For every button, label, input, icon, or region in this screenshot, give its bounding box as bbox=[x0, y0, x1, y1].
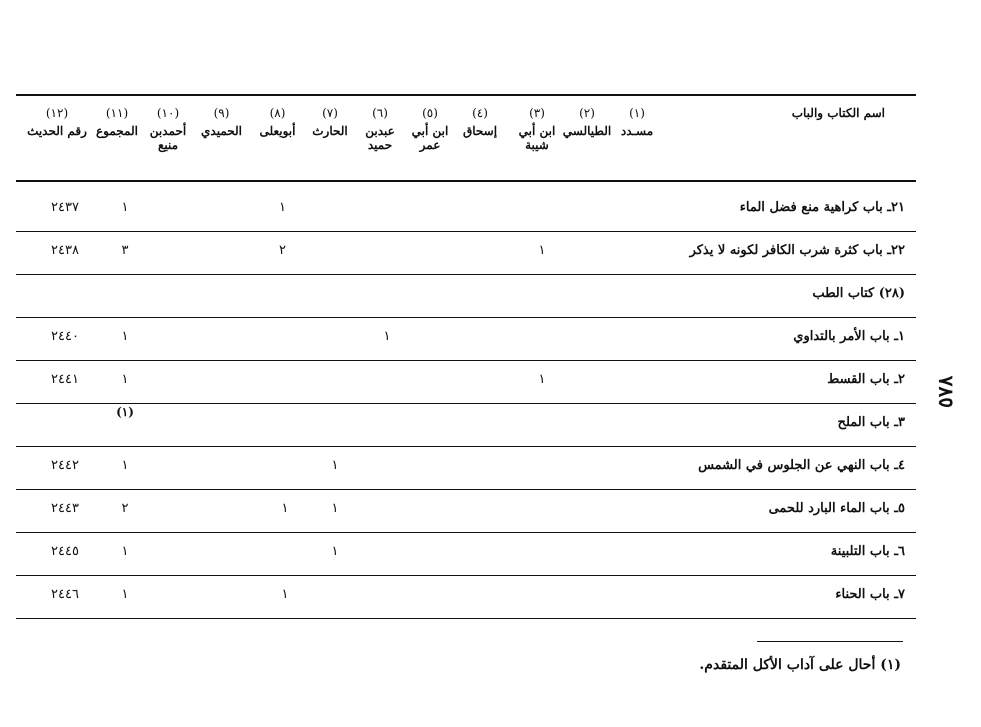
row-title: ٥ـ باب الماء البارد للحمى bbox=[768, 501, 905, 516]
row-title: ٧ـ باب الحناء bbox=[835, 587, 905, 602]
row-divider bbox=[16, 489, 916, 490]
cell-col-8: ١ bbox=[279, 200, 286, 215]
cell-col-12: ٢٤٤٥ bbox=[51, 544, 79, 559]
cell-col-3: ١ bbox=[538, 372, 546, 387]
cell-col-12: ٢٤٣٨ bbox=[51, 243, 79, 258]
cell-col-11: ١ bbox=[121, 458, 129, 473]
cell-col-12: ٢٤٤١ bbox=[51, 372, 79, 387]
header-col-8: (٨) أبويعلى bbox=[259, 106, 296, 138]
row-divider bbox=[16, 231, 916, 232]
cell-col-8: ١ bbox=[281, 501, 289, 516]
header-col-9: (٩) الحميدي bbox=[201, 106, 242, 138]
header-col-10: (١٠) أحمدبن منيع bbox=[149, 106, 187, 152]
row-title: ٢٢ـ باب كثرة شرب الكافر لكونه لا يذكر bbox=[689, 243, 905, 258]
header-col-6: (٦) عبدبن حميد bbox=[365, 106, 395, 152]
table-bottom-rule bbox=[16, 618, 916, 619]
header-col-3: (٣) ابن أبي شيبة bbox=[518, 106, 556, 152]
page-number: ٥٧٨ bbox=[933, 375, 957, 409]
row-divider bbox=[16, 317, 916, 318]
row-divider bbox=[16, 532, 916, 533]
cell-col-7: ١ bbox=[331, 501, 339, 516]
cell-col-11: ٣ bbox=[121, 243, 129, 258]
footnote-marker: (١) bbox=[116, 405, 134, 419]
row-title: ١ـ باب الأمر بالتداوي bbox=[793, 329, 905, 344]
header-col-2: (٢) الطيالسي bbox=[562, 106, 612, 138]
cell-col-11: ٢ bbox=[121, 501, 129, 516]
cell-col-11: ١ bbox=[121, 329, 129, 344]
cell-col-11: ١ bbox=[121, 587, 129, 602]
row-divider bbox=[16, 446, 916, 447]
row-title: ٢ـ باب القسط bbox=[827, 372, 905, 387]
cell-col-8: ١ bbox=[281, 587, 289, 602]
section-heading: (٢٨) كتاب الطب bbox=[812, 286, 905, 301]
cell-col-8: ٢ bbox=[279, 243, 286, 258]
header-book-chapter: اسم الكتاب والباب bbox=[791, 106, 885, 120]
table-top-rule bbox=[16, 94, 916, 96]
cell-col-12: ٢٤٤٦ bbox=[51, 587, 79, 602]
cell-col-12: ٢٤٣٧ bbox=[51, 200, 79, 215]
cell-col-12: ٢٤٤٣ bbox=[51, 501, 79, 516]
row-divider bbox=[16, 403, 916, 404]
header-col-12: (١٢) رقم الحديث bbox=[27, 106, 87, 138]
row-divider bbox=[16, 575, 916, 576]
row-divider bbox=[16, 360, 916, 361]
footnote-separator bbox=[757, 641, 903, 642]
row-title: ٣ـ باب الملح bbox=[837, 415, 905, 430]
cell-col-11: ١ bbox=[121, 544, 129, 559]
cell-col-11: ١ bbox=[121, 372, 129, 387]
header-col-4: (٤) إسحاق bbox=[462, 106, 498, 138]
row-divider bbox=[16, 274, 916, 275]
row-title: ٢١ـ باب كراهية منع فضل الماء bbox=[739, 200, 905, 215]
header-col-1: (١) مسـدد bbox=[620, 106, 654, 138]
cell-col-3: ١ bbox=[538, 243, 546, 258]
cell-col-7: ١ bbox=[331, 458, 339, 473]
cell-col-6: ١ bbox=[383, 329, 391, 344]
footnote-text: (١) أحال على آداب الأكل المتقدم. bbox=[699, 657, 901, 673]
cell-col-7: ١ bbox=[331, 544, 339, 559]
row-title: ٤ـ باب النهي عن الجلوس في الشمس bbox=[698, 458, 905, 473]
cell-col-12: ٢٤٤٢ bbox=[51, 458, 79, 473]
header-col-5: (٥) ابن أبي عمر bbox=[411, 106, 449, 152]
header-col-11: (١١) المجموع bbox=[96, 106, 138, 138]
row-title: ٦ـ باب التلبينة bbox=[830, 544, 905, 559]
header-bottom-rule bbox=[16, 180, 916, 182]
cell-col-12: ٢٤٤٠ bbox=[51, 329, 79, 344]
cell-col-11: ١ bbox=[121, 200, 129, 215]
header-col-7: (٧) الحارث bbox=[312, 106, 348, 138]
